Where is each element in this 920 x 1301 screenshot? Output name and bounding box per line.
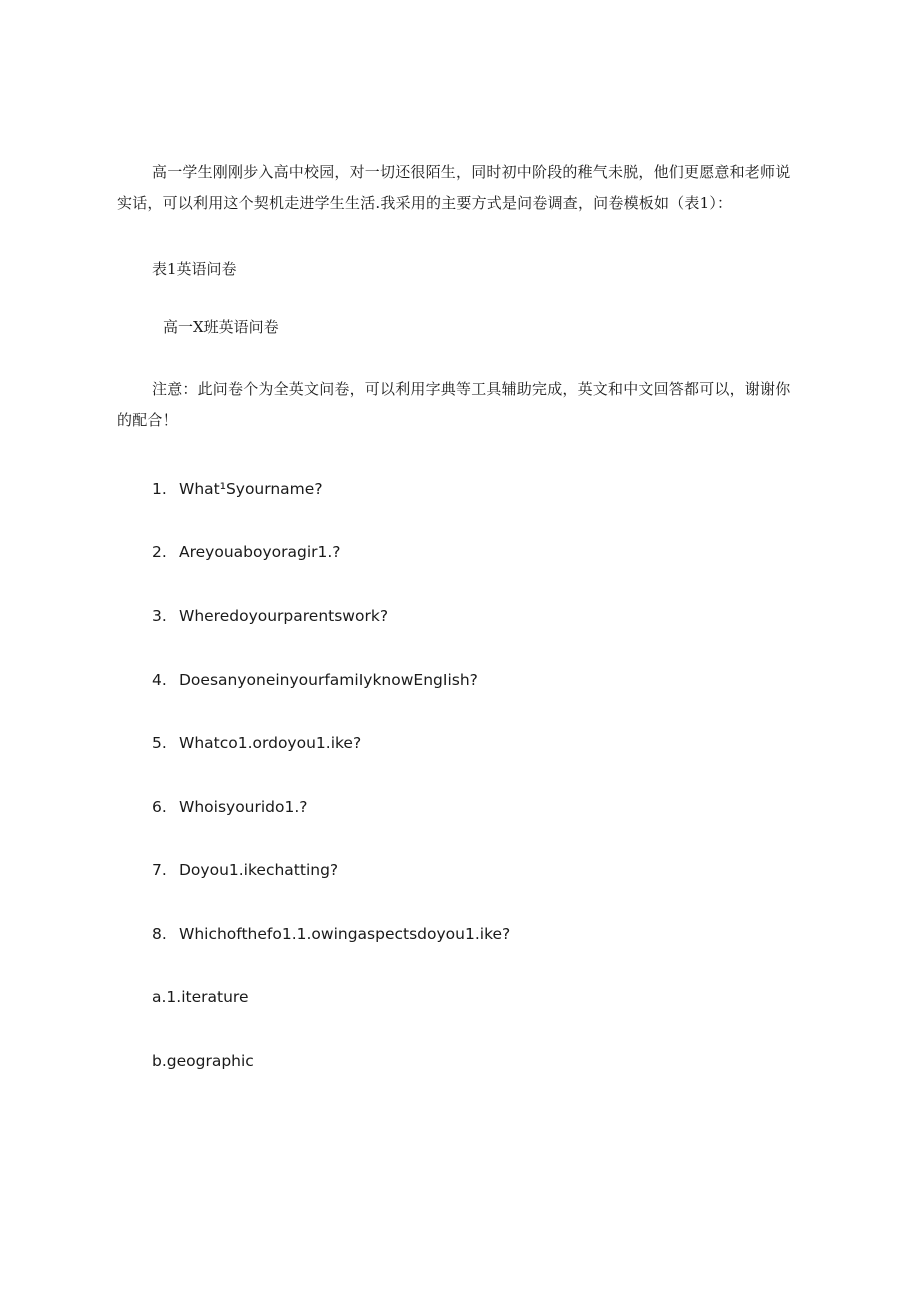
answer-option: a.1.iterature: [152, 988, 249, 1006]
question-number: 7.: [152, 861, 167, 879]
question-number: 4.: [152, 671, 167, 689]
question-item: [152, 797, 308, 817]
question-number: 8.: [152, 925, 167, 943]
question-item: [152, 924, 510, 944]
question-text: Whatco1.ordoyou1.ike?: [179, 734, 362, 752]
question-item: [152, 606, 388, 626]
question-text: Wheredoyourparentswork?: [179, 607, 389, 625]
question-text: Doyou1.ikechatting?: [179, 861, 339, 879]
question-text: Areyouaboyoragir1.?: [179, 543, 341, 561]
notice-paragraph: 注意：此问卷个为全英文问卷，可以利用字典等工具辅助完成，英文和中文回答都可以，谢谢你的配合！: [117, 380, 791, 429]
questionnaire-title: 高一X班英语问卷: [163, 318, 279, 336]
question-text: Whoisyourido1.?: [179, 798, 308, 816]
question-item: [152, 479, 323, 499]
question-item: [152, 733, 361, 753]
answer-option: b.geographic: [152, 1052, 254, 1070]
question-item: [152, 542, 341, 562]
question-number: 2.: [152, 543, 167, 561]
question-number: 6.: [152, 798, 167, 816]
question-text: What¹Syourname?: [179, 480, 323, 498]
question-text: Whichofthefo1.1.owingaspectsdoyou1.ike?: [179, 925, 511, 943]
question-number: 1.: [152, 480, 167, 498]
table-caption: 表1英语问卷: [152, 260, 237, 278]
question-number: 5.: [152, 734, 167, 752]
intro-paragraph: 高一学生刚刚步入高中校园，对一切还很陌生，同时初中阶段的稚气未脱，他们更愿意和老师说实话，可以利用这个契机走进学生生活.我采用的主要方式是问卷调查，问卷模板如（表1）：: [117, 163, 791, 212]
question-item: [152, 860, 338, 880]
question-number: 3.: [152, 607, 167, 625]
question-item: [152, 670, 478, 690]
question-text: DoesanyoneinyourfamiIyknowEngIish?: [179, 671, 478, 689]
